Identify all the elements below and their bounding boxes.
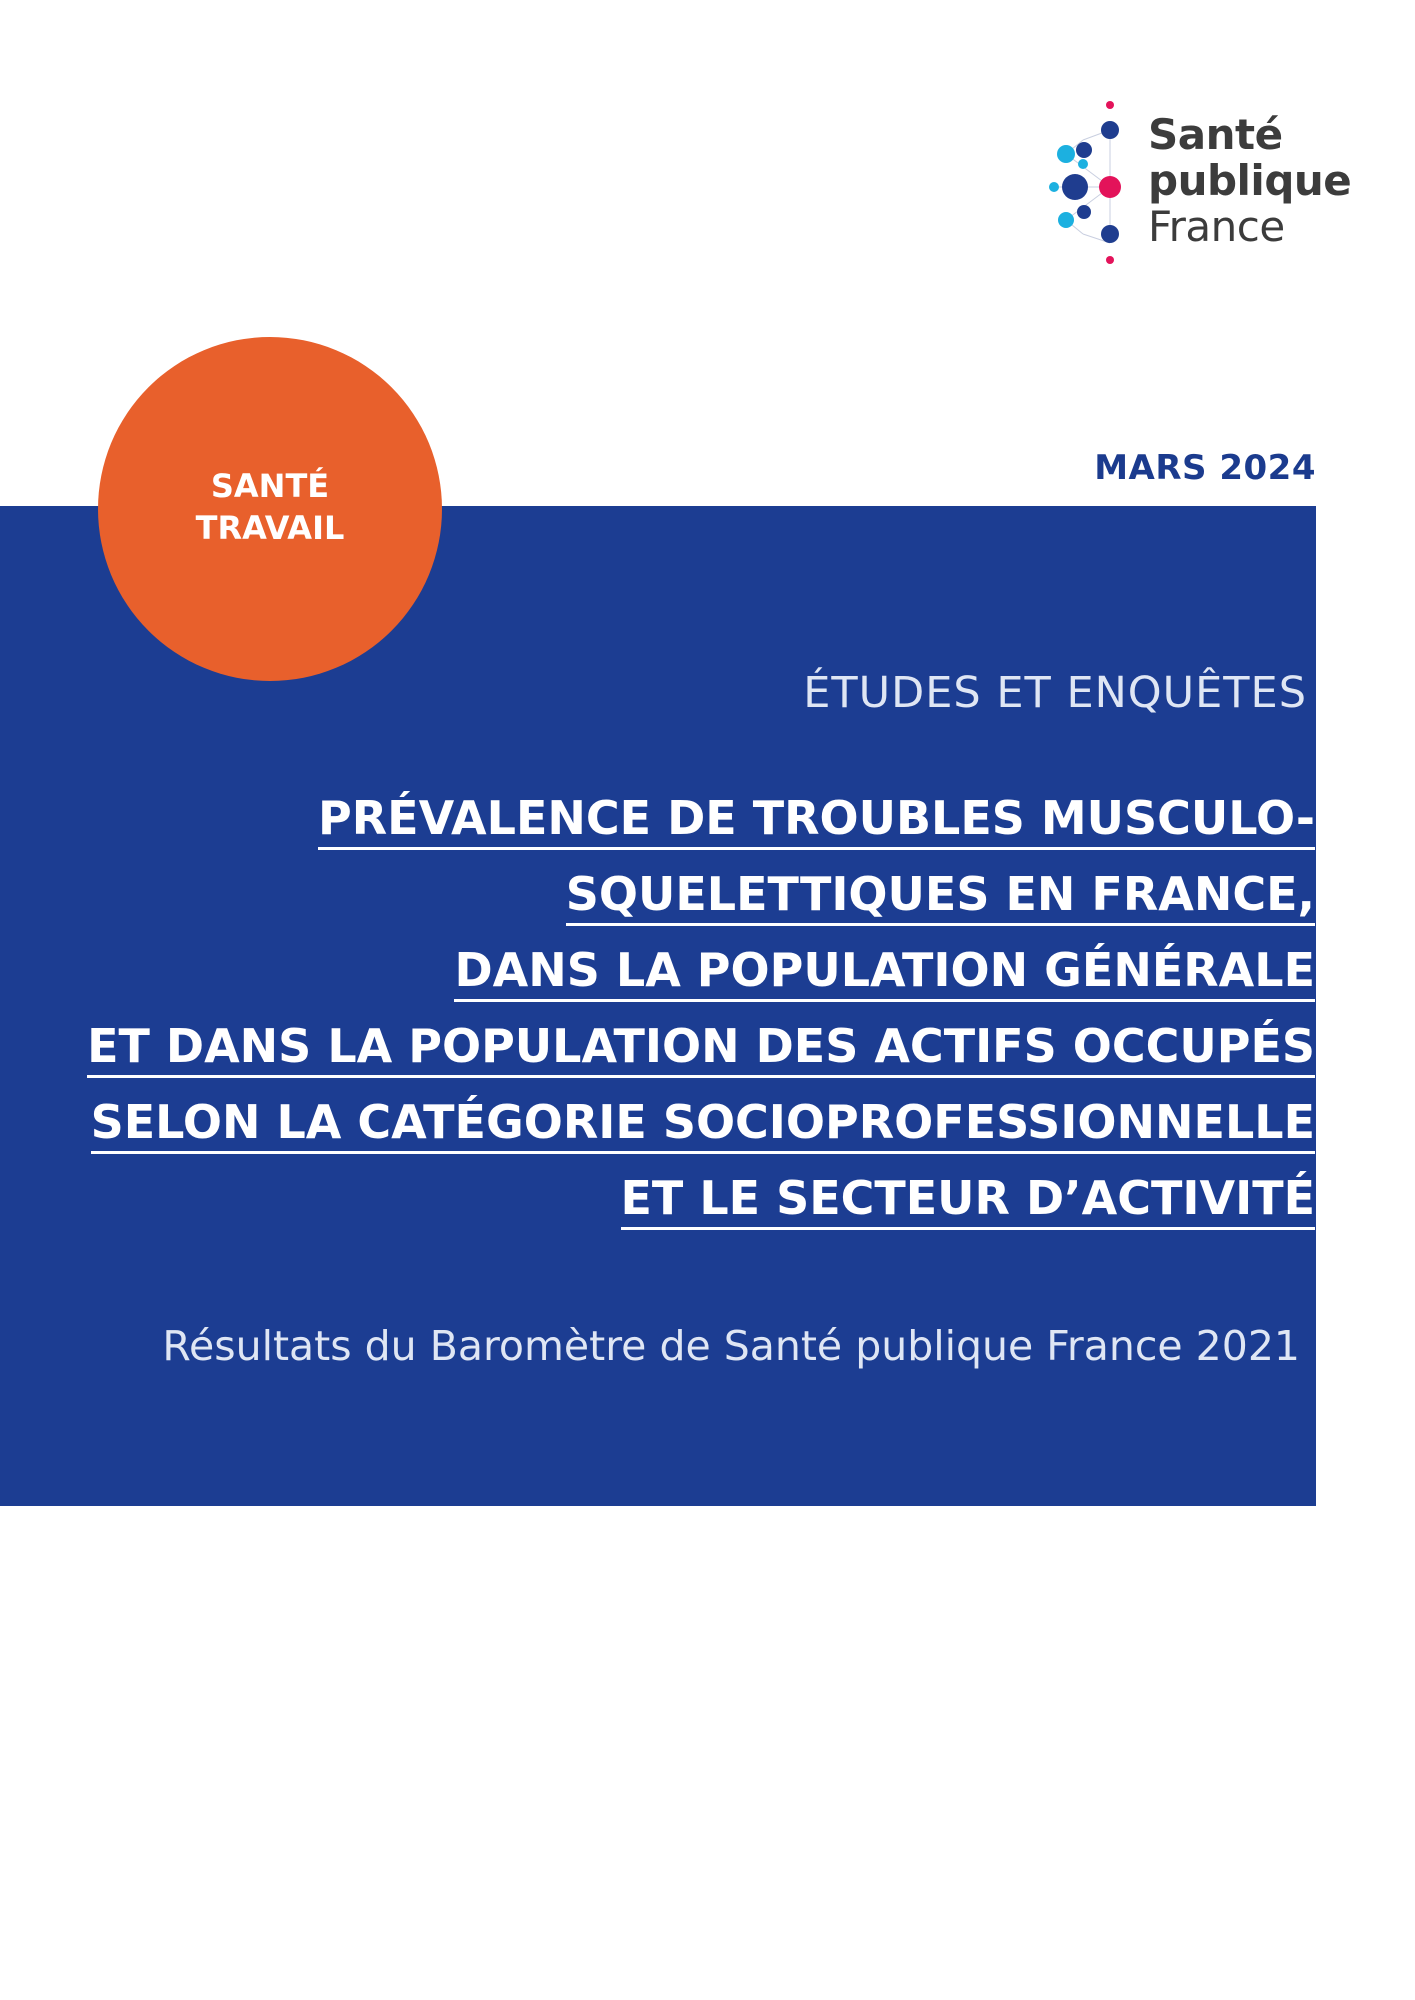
santé-publique-france-logo (1020, 92, 1352, 272)
publication-date: MARS 2024 (1094, 448, 1316, 488)
title-line: PRÉVALENCE DE TROUBLES MUSCULO- (65, 780, 1315, 856)
logo-text-sante: Santé (1148, 110, 1283, 159)
logo-text-publique: publique (1148, 156, 1352, 205)
document-category: ÉTUDES ET ENQUÊTES (803, 668, 1307, 718)
topic-badge-line-1: SANTÉ (210, 467, 330, 505)
title-line: SELON LA CATÉGORIE SOCIOPROFESSIONNELLE (65, 1084, 1315, 1160)
title-line: ET DANS LA POPULATION DES ACTIFS OCCUPÉS (65, 1008, 1315, 1084)
title-line: DANS LA POPULATION GÉNÉRALE (65, 932, 1315, 1008)
document-subtitle: Résultats du Baromètre de Santé publique France 2021 (162, 1322, 1300, 1370)
topic-badge (98, 337, 442, 681)
title-line: ET LE SECTEUR D’ACTIVITÉ (65, 1160, 1315, 1236)
logo-text-france: France (1148, 202, 1285, 251)
document-title (65, 780, 1315, 1236)
logo-network-icon (1020, 92, 1140, 272)
logo-wordmark (1148, 112, 1351, 250)
title-line: SQUELETTIQUES EN FRANCE, (65, 856, 1315, 932)
topic-badge-line-2: TRAVAIL (195, 509, 345, 547)
